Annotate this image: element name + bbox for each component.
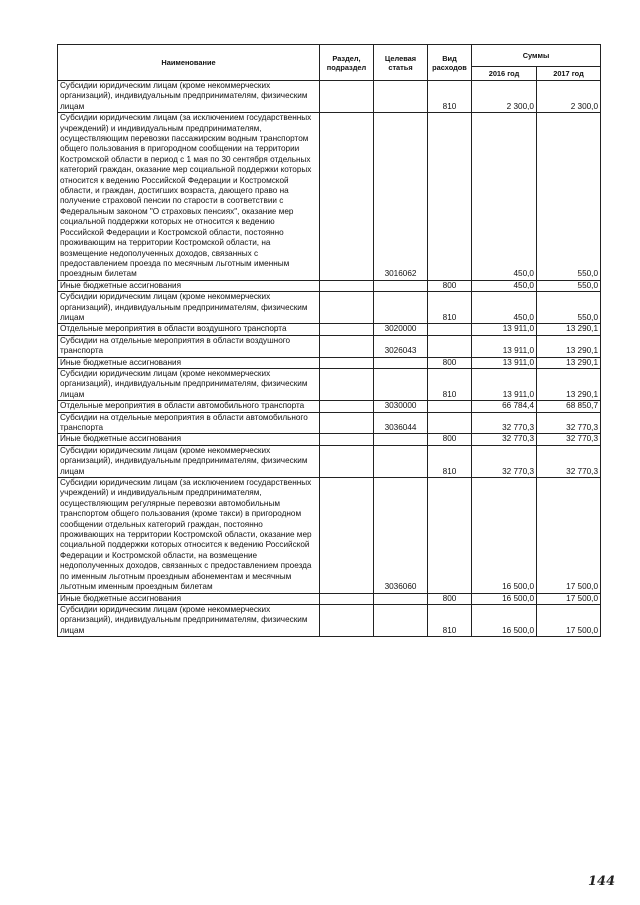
header-target: Целевая статья — [374, 45, 428, 81]
row-2016: 32 770,3 — [472, 445, 537, 477]
row-kind: 810 — [428, 604, 472, 636]
row-kind: 800 — [428, 280, 472, 291]
row-2016: 13 911,0 — [472, 335, 537, 357]
header-kind: Вид расходов — [428, 45, 472, 81]
row-2016: 32 770,3 — [472, 412, 537, 434]
row-kind: 810 — [428, 445, 472, 477]
row-target: 3036044 — [374, 412, 428, 434]
row-target — [374, 604, 428, 636]
header-year-2017: 2017 год — [537, 67, 601, 81]
row-2017: 13 290,1 — [537, 357, 601, 368]
row-2017: 13 290,1 — [537, 368, 601, 400]
row-name: Субсидии юридическим лицам (кроме некоммерческих организаций), индивидуальным предпринимателям, физическим лицам — [58, 292, 320, 324]
table-row — [58, 604, 601, 636]
row-2016: 450,0 — [472, 113, 537, 281]
row-section — [320, 401, 374, 412]
row-name: Иные бюджетные ассигнования — [58, 357, 320, 368]
row-section — [320, 335, 374, 357]
row-2017: 68 850,7 — [537, 401, 601, 412]
table-row — [58, 412, 601, 434]
row-section — [320, 445, 374, 477]
row-section — [320, 324, 374, 335]
row-target — [374, 81, 428, 113]
row-kind: 810 — [428, 292, 472, 324]
row-2017: 32 770,3 — [537, 445, 601, 477]
row-target — [374, 445, 428, 477]
header-name: Наименование — [58, 45, 320, 81]
row-2017: 17 500,0 — [537, 593, 601, 604]
row-kind — [428, 478, 472, 593]
row-2017: 13 290,1 — [537, 324, 601, 335]
row-target — [374, 434, 428, 445]
row-kind: 810 — [428, 81, 472, 113]
table-row — [58, 401, 601, 412]
row-target: 3020000 — [374, 324, 428, 335]
row-kind: 800 — [428, 357, 472, 368]
row-name: Субсидии юридическим лицам (кроме некоммерческих организаций), индивидуальным предпринимателям, физическим лицам — [58, 368, 320, 400]
row-name: Субсидии юридическим лицам (за исключением государственных учреждений) и индивидуальным предпринимателям, осуществляющим перевозки пассажирским водным транспортом общего пользования в пригородном сообщении на территории Костромской области в период с 1 мая по 30 сентября отдельных категорий граждан, оказание мер социальной поддержки которых относится к ведению Российской Федерации и Костромской области, и граждан, достигших возраста, дающего право на получение страховой пенсии по старости в соответствии с Федеральным законом "О страховых пенсиях", оказание мер социальной поддержки которых не относится к ведению Российской Федерации и Костромской области, постоянно проживающим на территории Костромской области, на возмещение недополученных доходов, связанных с предоставлением проезда по месячным льготным именным проездным билетам — [58, 113, 320, 281]
row-name: Субсидии на отдельные мероприятия в области автомобильного транспорта — [58, 412, 320, 434]
row-section — [320, 593, 374, 604]
row-kind: 800 — [428, 434, 472, 445]
table-row — [58, 335, 601, 357]
row-kind: 810 — [428, 368, 472, 400]
table-row — [58, 478, 601, 593]
row-name: Отдельные мероприятия в области автомобильного транспорта — [58, 401, 320, 412]
table-row — [58, 434, 601, 445]
row-2017: 2 300,0 — [537, 81, 601, 113]
row-section — [320, 81, 374, 113]
table-row — [58, 292, 601, 324]
row-kind — [428, 401, 472, 412]
row-name: Субсидии юридическим лицам (за исключением государственных учреждений) и индивидуальным предпринимателям, осуществляющим регулярные перевозки автомобильным транспортом общего пользования (кроме такси) в пригородном сообщении отдельных категорий граждан, постоянно проживающих на территории Костромской области, оказание мер социальной поддержки которых относится к ведению Российской Федерации и Костромской области, на возмещение недополученных доходов, связанных с предоставлением проезда по именным льготным проездным абонементам и месячным льготным именным проездным билетам — [58, 478, 320, 593]
table-row — [58, 368, 601, 400]
row-2016: 13 911,0 — [472, 324, 537, 335]
row-2017: 550,0 — [537, 113, 601, 281]
row-2016: 16 500,0 — [472, 604, 537, 636]
row-name: Субсидии на отдельные мероприятия в области воздушного транспорта — [58, 335, 320, 357]
row-section — [320, 604, 374, 636]
row-2016: 66 784,4 — [472, 401, 537, 412]
row-section — [320, 434, 374, 445]
page-number: 144 — [588, 874, 616, 889]
row-section — [320, 357, 374, 368]
row-section — [320, 412, 374, 434]
row-target — [374, 357, 428, 368]
table-row — [58, 445, 601, 477]
row-2016: 16 500,0 — [472, 478, 537, 593]
header-section: Раздел, подраздел — [320, 45, 374, 81]
row-kind — [428, 113, 472, 281]
budget-table — [57, 44, 601, 637]
row-target: 3036060 — [374, 478, 428, 593]
row-2016: 2 300,0 — [472, 81, 537, 113]
table-row — [58, 357, 601, 368]
row-2016: 13 911,0 — [472, 357, 537, 368]
row-target: 3026043 — [374, 335, 428, 357]
row-2017: 13 290,1 — [537, 335, 601, 357]
row-name: Иные бюджетные ассигнования — [58, 434, 320, 445]
row-name: Субсидии юридическим лицам (кроме некоммерческих организаций), индивидуальным предпринимателям, физическим лицам — [58, 445, 320, 477]
row-kind — [428, 412, 472, 434]
row-2017: 17 500,0 — [537, 604, 601, 636]
row-target — [374, 292, 428, 324]
row-section — [320, 368, 374, 400]
row-2016: 32 770,3 — [472, 434, 537, 445]
row-kind — [428, 335, 472, 357]
row-section — [320, 113, 374, 281]
row-name: Иные бюджетные ассигнования — [58, 280, 320, 291]
row-2016: 13 911,0 — [472, 368, 537, 400]
row-2017: 550,0 — [537, 292, 601, 324]
row-kind — [428, 324, 472, 335]
row-section — [320, 292, 374, 324]
row-kind: 800 — [428, 593, 472, 604]
row-2016: 450,0 — [472, 292, 537, 324]
row-target: 3016062 — [374, 113, 428, 281]
row-2017: 17 500,0 — [537, 478, 601, 593]
row-2017: 32 770,3 — [537, 434, 601, 445]
table-row — [58, 81, 601, 113]
table-row — [58, 324, 601, 335]
table-row — [58, 113, 601, 281]
row-target — [374, 280, 428, 291]
row-target — [374, 593, 428, 604]
table-row — [58, 280, 601, 291]
row-2016: 450,0 — [472, 280, 537, 291]
table-row — [58, 593, 601, 604]
row-name: Иные бюджетные ассигнования — [58, 593, 320, 604]
row-name: Отдельные мероприятия в области воздушного транспорта — [58, 324, 320, 335]
row-2017: 32 770,3 — [537, 412, 601, 434]
row-section — [320, 478, 374, 593]
row-section — [320, 280, 374, 291]
row-2017: 550,0 — [537, 280, 601, 291]
row-name: Субсидии юридическим лицам (кроме некоммерческих организаций), индивидуальным предпринимателям, физическим лицам — [58, 604, 320, 636]
header-sums: Суммы — [472, 45, 601, 67]
row-name: Субсидии юридическим лицам (кроме некоммерческих организаций), индивидуальным предпринимателям, физическим лицам — [58, 81, 320, 113]
row-2016: 16 500,0 — [472, 593, 537, 604]
row-target — [374, 368, 428, 400]
row-target: 3030000 — [374, 401, 428, 412]
header-year-2016: 2016 год — [472, 67, 537, 81]
